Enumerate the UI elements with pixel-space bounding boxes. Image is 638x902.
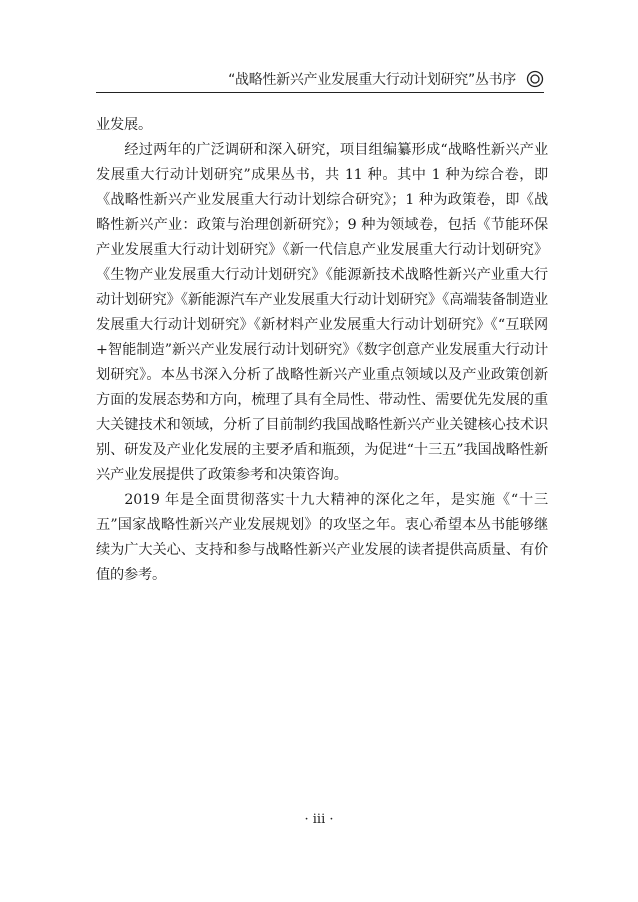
paragraph-continuation: 业发展。 [96,117,152,133]
page-number: · iii · [304,812,334,827]
body-text [96,113,548,588]
running-header-title: “战略性新兴产业发展重大行动计划研究”丛书序 [228,72,516,88]
double-circle-icon [526,70,544,88]
paragraph-closing: 2019 年是全面贯彻落实十九大精神的深化之年，是实施《“十三五”国家战略性新兴产业发展规划》的攻坚之年。衷心希望本丛书能够继续为广大关心、支持和参与战略性新兴产业发展的读者提供高质量、有价值的参考。 [96,492,548,583]
running-header [96,66,544,93]
paragraph-series-overview: 经过两年的广泛调研和深入研究，项目组编纂形成“战略性新兴产业发展重大行动计划研究”成果丛书，共 11 种。其中 1 种为综合卷，即《战略性新兴产业发展重大行动计划综合研究》；1 种为政策卷，即《战略性新兴产业：政策与治理创新研究》；9 种为领域卷，包括《节能环保产业发展重大行动计划研究》《新一代信息产业发展重大行动计划研究》《生物产业发展重大行动计划研究》《能源新技术战略性新兴产业重大行动计划研究》《新能源汽车产业发展重大行动计划研究》《高端装备制造业发展重大行动计划研究》《新材料产业发展重大行动计划研究》《“互联网+智能制造”新兴产业发展行动计划研究》《数字创意产业发展重大行动计划研究》。本丛书深入分析了战略性新兴产业重点领域以及产业政策创新方面的发展态势和方向，梳理了具有全局性、带动性、需要优先发展的重大关键技术和领域，分析了目前制约我国战略性新兴产业关键核心技术识别、研发及产业化发展的主要矛盾和瓶颈，为促进“十三五”我国战略性新兴产业发展提供了政策参考和决策咨询。 [96,142,548,483]
